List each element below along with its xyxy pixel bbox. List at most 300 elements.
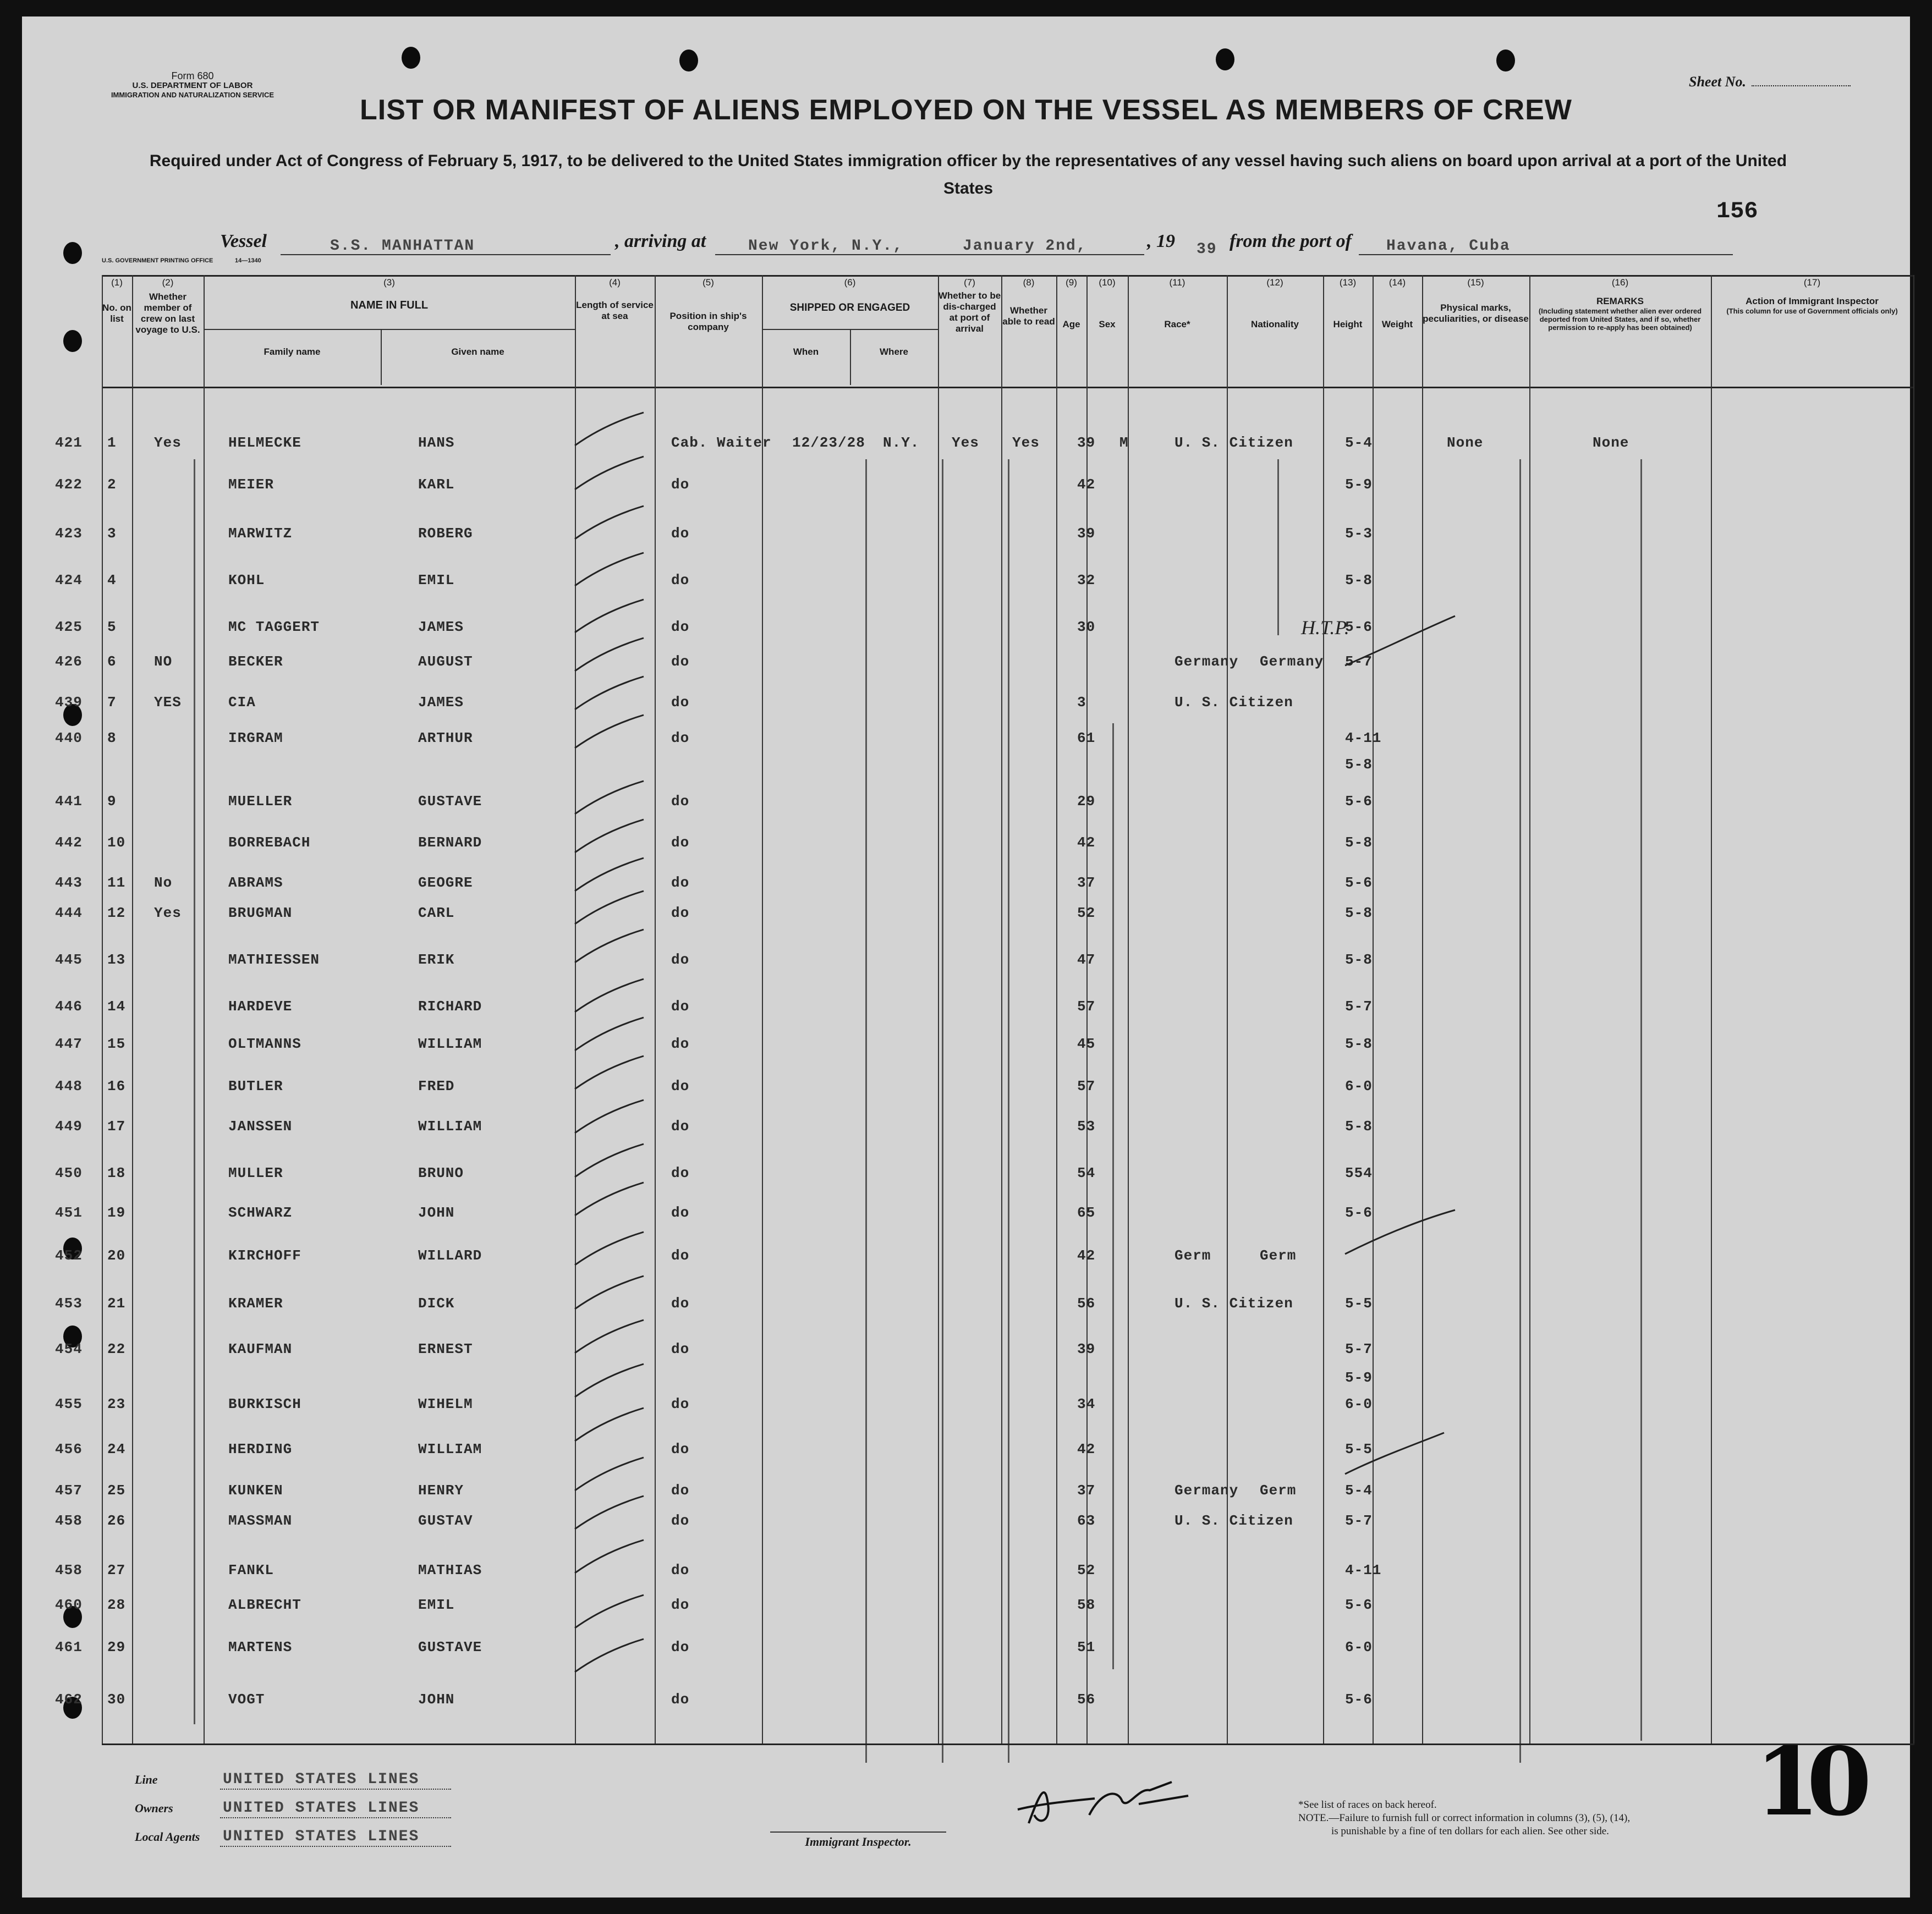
row-height: 5-6 [1345,1204,1373,1221]
punch-hole [679,50,698,72]
row-height: 5-8 [1345,834,1373,851]
row-family-name: KRAMER [228,1295,283,1312]
row-height: 5-7 [1345,1341,1373,1357]
year-suffix: 39 [1196,241,1217,258]
row-height: 6-0 [1345,1078,1373,1094]
row-given-name: ERIK [418,952,455,968]
handwritten-annotation-mark [1340,1199,1461,1260]
row-height: 5-9 [1345,1370,1373,1386]
row-given-name: BRUNO [418,1165,464,1181]
row-position: do [671,1247,690,1264]
row-able-to-read: Yes [1012,435,1040,451]
sheet-number-label: Sheet No. [1689,74,1746,90]
check-mark [572,1535,649,1579]
row-number: 3 [107,525,117,542]
row-number: 20 [107,1247,126,1264]
row-list-number: 460 [55,1597,83,1613]
row-number: 8 [107,730,117,746]
row-age: 57 [1077,998,1096,1015]
row-height: 5-9 [1345,476,1373,493]
check-mark [572,1177,649,1221]
row-position: do [671,1165,690,1181]
col-header-crew-last-voyage: Whether member of crew on last voyage to U.S. [135,292,200,335]
check-mark [572,407,649,451]
col-header-weight: Weight [1381,319,1413,329]
column-number: (9) [1066,277,1077,288]
row-position: do [671,1396,690,1412]
check-mark [572,1138,649,1182]
check-mark [572,776,649,820]
col-header-where: Where [880,346,908,357]
row-height: 5-4 [1345,435,1373,451]
row-list-number: 449 [55,1118,83,1135]
check-mark [572,1226,649,1270]
row-given-name: ERNEST [418,1341,473,1357]
row-race: U. S. Citizen [1174,694,1293,711]
row-number: 9 [107,793,117,810]
row-family-name: KOHL [228,572,265,588]
line-value: UNITED STATES LINES [223,1771,420,1788]
row-height: 5-8 [1345,952,1373,968]
check-mark [572,1634,649,1678]
row-list-number: 448 [55,1078,83,1094]
row-position: do [671,1118,690,1135]
col-header-nationality: Nationality [1251,319,1299,329]
row-number: 11 [107,875,126,891]
row-family-name: JANSSEN [228,1118,293,1135]
penalty-note-cont: is punishable by a fine of ten dollars for each alien. See other side. [1331,1825,1609,1837]
row-height: 5-3 [1345,525,1373,542]
row-position: do [671,1513,690,1529]
row-age: 52 [1077,905,1096,921]
service: IMMIGRATION AND NATURALIZATION SERVICE [111,91,275,99]
row-family-name: FANKL [228,1562,275,1579]
row-height: 5-7 [1345,998,1373,1015]
check-mark [572,1402,649,1447]
row-position: do [671,1482,690,1499]
row-height: 5-7 [1345,653,1373,670]
check-mark [572,594,649,638]
col-header-no-on-list: No. on list [102,302,131,324]
row-family-name: MULLER [228,1165,283,1181]
inspector-signature [1007,1771,1205,1837]
row-crew-last-voyage: Yes [154,905,182,921]
row-given-name: ROBERG [418,525,473,542]
row-list-number: 422 [55,476,83,493]
row-position: do [671,1078,690,1094]
line-label: Line [135,1773,158,1786]
row-family-name: MATHIESSEN [228,952,320,968]
row-number: 16 [107,1078,126,1094]
row-age: 39 [1077,435,1096,451]
row-given-name: WILLIAM [418,1118,482,1135]
row-given-name: AUGUST [418,653,473,670]
row-height: 5-6 [1345,1597,1373,1613]
row-position: do [671,793,690,810]
col-header-remarks [1529,296,1711,332]
column-number: (6) [844,277,856,288]
row-position: do [671,1597,690,1613]
check-mark [572,1491,649,1535]
row-family-name: BURKISCH [228,1396,301,1412]
col-header-length-of-service: Length of service at sea [576,300,654,321]
row-number: 13 [107,952,126,968]
handwritten-annotation-mark [1340,1425,1450,1485]
row-height: 5-6 [1345,1691,1373,1708]
row-list-number: 421 [55,435,83,451]
row-age: 51 [1077,1639,1096,1656]
row-height: 5-8 [1345,756,1373,773]
row-list-number: 441 [55,793,83,810]
row-position: do [671,1639,690,1656]
row-number: 21 [107,1295,126,1312]
row-height: 5-8 [1345,1118,1373,1135]
arriving-at-label: , arriving at [615,231,706,251]
row-number: 2 [107,476,117,493]
row-list-number: 451 [55,1204,83,1221]
row-race: Germ [1174,1247,1211,1264]
punch-hole [63,330,82,352]
immigrant-inspector-label: Immigrant Inspector. [770,1832,946,1849]
row-list-number: 458 [55,1562,83,1579]
row-number: 19 [107,1204,126,1221]
column-number: (13) [1339,277,1357,288]
col-header-sex: Sex [1099,319,1116,329]
row-given-name: EMIL [418,572,455,588]
column-number: (15) [1467,277,1484,288]
row-number: 15 [107,1036,126,1052]
row-family-name: BUTLER [228,1078,283,1094]
column-number: (1) [111,277,123,288]
check-mark [572,1590,649,1634]
row-age: 56 [1077,1295,1096,1312]
row-family-name: ALBRECHT [228,1597,301,1613]
row-height: 5-5 [1345,1441,1373,1458]
check-mark [572,974,649,1018]
row-given-name: FRED [418,1078,455,1094]
row-age: 29 [1077,793,1096,810]
row-age: 45 [1077,1036,1096,1052]
row-physical-marks: None [1447,435,1484,451]
check-mark [572,1094,649,1138]
row-given-name: WILLIAM [418,1036,482,1052]
row-list-number: 455 [55,1396,83,1412]
row-number: 29 [107,1639,126,1656]
row-shipped-when: 12/23/28 [792,435,865,451]
row-position: do [671,1036,690,1052]
row-family-name: HARDEVE [228,998,293,1015]
row-number: 28 [107,1597,126,1613]
row-family-name: KUNKEN [228,1482,283,1499]
row-height: 6-0 [1345,1396,1373,1412]
row-age: 34 [1077,1396,1096,1412]
row-position: do [671,998,690,1015]
row-shipped-where: N.Y. [883,435,920,451]
row-number: 22 [107,1341,126,1357]
col-header-height: Height [1333,319,1363,329]
punch-hole [1216,48,1234,70]
vessel-label: Vessel [220,231,267,251]
row-list-number: 439 [55,694,83,711]
row-position: do [671,875,690,891]
year-prefix: , 19 [1147,231,1175,251]
department: U.S. DEPARTMENT OF LABOR [132,81,253,90]
row-age: 57 [1077,1078,1096,1094]
page-title: LIST OR MANIFEST OF ALIENS EMPLOYED ON THE VESSEL AS MEMBERS OF CREW [360,94,1572,126]
race-list-note: *See list of races on back hereof. [1298,1799,1437,1811]
check-mark [572,886,649,930]
row-position: do [671,653,690,670]
row-position: do [671,476,690,493]
column-number: (14) [1388,277,1406,288]
row-crew-last-voyage: NO [154,653,173,670]
column-number: (17) [1803,277,1821,288]
row-family-name: MASSMAN [228,1513,293,1529]
row-given-name: GUSTAV [418,1513,473,1529]
row-given-name: DICK [418,1295,455,1312]
stamped-number: 156 [1716,198,1758,224]
row-age: 37 [1077,875,1096,891]
row-given-name: HENRY [418,1482,464,1499]
row-position: Cab. Waiter [671,435,772,451]
check-mark [572,501,649,544]
row-list-number: 447 [55,1036,83,1052]
row-family-name: HELMECKE [228,435,301,451]
row-given-name: GEOGRE [418,875,473,891]
row-given-name: BERNARD [418,834,482,851]
row-height: 5-8 [1345,905,1373,921]
column-number: (7) [964,277,975,288]
handwritten-initials: H.T.P. [1301,617,1349,639]
manifest-sheet [22,16,1910,1898]
row-number: 30 [107,1691,126,1708]
check-mark [572,451,649,495]
row-family-name: VOGT [228,1691,265,1708]
row-discharged: Yes [952,435,979,451]
row-list-number: 445 [55,952,83,968]
row-race: Germany [1174,653,1239,670]
column-number: (16) [1611,277,1629,288]
column-number: (4) [609,277,621,288]
row-list-number: 458 [55,1513,83,1529]
check-mark [572,1012,649,1056]
row-position: do [671,1441,690,1458]
agents-value: UNITED STATES LINES [223,1828,420,1845]
row-age: 3 [1077,694,1086,711]
row-age: 61 [1077,730,1096,746]
column-number: (10) [1099,277,1116,288]
owners-label: Owners [135,1801,173,1815]
row-sex: M [1119,435,1129,451]
row-age: 42 [1077,1441,1096,1458]
col-header-race: Race* [1164,319,1190,329]
row-height: 554 [1345,1165,1373,1181]
row-list-number: 423 [55,525,83,542]
row-height: 5-5 [1345,1295,1373,1312]
row-age: 54 [1077,1165,1096,1181]
row-family-name: MARTENS [228,1639,293,1656]
check-mark [572,1452,649,1496]
row-age: 58 [1077,1597,1096,1613]
row-given-name: GUSTAVE [418,1639,482,1656]
row-list-number: 456 [55,1441,83,1458]
remarks-heading: REMARKS [1596,296,1644,306]
row-crew-last-voyage: YES [154,694,182,711]
form-number: Form 680 [171,70,214,81]
row-number: 14 [107,998,126,1015]
handwritten-annotation-mark [1340,600,1461,676]
row-given-name: ARTHUR [418,730,473,746]
row-position: do [671,905,690,921]
punch-hole [1496,50,1515,72]
row-list-number: 444 [55,905,83,921]
printing-office-note: U.S. GOVERNMENT PRINTING OFFICE 14—1340 [102,257,261,264]
row-list-number: 457 [55,1482,83,1499]
punch-hole [63,242,82,264]
row-age: 42 [1077,1247,1096,1264]
row-height: 4-11 [1345,730,1382,746]
row-age: 52 [1077,1562,1096,1579]
row-number: 26 [107,1513,126,1529]
row-given-name: GUSTAVE [418,793,482,810]
sheet-number-field [1689,74,1851,90]
agents-label: Local Agents [135,1830,200,1844]
punch-hole [402,47,420,69]
row-number: 23 [107,1396,126,1412]
row-given-name: KARL [418,476,455,493]
check-mark [572,1314,649,1358]
col-header-family-name: Family name [264,346,321,357]
footer-note [1298,1799,1630,1838]
row-number: 6 [107,653,117,670]
column-number: (2) [162,277,174,288]
row-position: do [671,572,690,588]
col-header-age: Age [1062,319,1080,329]
row-given-name: JOHN [418,1691,455,1708]
row-age: 63 [1077,1513,1096,1529]
owners-value: UNITED STATES LINES [223,1800,420,1817]
row-race: Germany [1174,1482,1239,1499]
row-age: 39 [1077,525,1096,542]
page-subtitle: Required under Act of Congress of February 5, 1917, to be delivered to the United States immigration officer by the representatives of any vessel having such aliens on board upon arrival at a port of the United States [149,152,1787,197]
column-number: (8) [1023,277,1035,288]
row-age: 32 [1077,572,1096,588]
column-number: (5) [702,277,714,288]
row-number: 17 [107,1118,126,1135]
row-family-name: BORREBACH [228,834,311,851]
row-race: U. S. Citizen [1174,1295,1293,1312]
check-mark [572,632,649,676]
row-number: 4 [107,572,117,588]
row-list-number: 462 [55,1691,83,1708]
row-number: 12 [107,905,126,921]
row-height: 5-6 [1345,619,1373,635]
check-mark [572,671,649,715]
check-mark [572,924,649,968]
column-number: (11) [1169,277,1185,288]
row-list-number: 440 [55,730,83,746]
row-height: 5-6 [1345,875,1373,891]
row-position: do [671,694,690,711]
row-age: 56 [1077,1691,1096,1708]
row-family-name: MUELLER [228,793,293,810]
row-position: do [671,1691,690,1708]
row-number: 25 [107,1482,126,1499]
row-family-name: IRGRAM [228,730,283,746]
row-family-name: CIA [228,694,256,711]
check-mark [572,547,649,591]
row-family-name: KIRCHOFF [228,1247,301,1264]
row-list-number: 446 [55,998,83,1015]
row-race: U. S. Citizen [1174,1513,1293,1529]
check-mark [572,1358,649,1402]
page-stamp-number: 10 [1755,1727,1859,1837]
row-age: 42 [1077,834,1096,851]
row-height: 5-7 [1345,1513,1373,1529]
row-list-number: 452 [55,1247,83,1264]
row-age: 37 [1077,1482,1096,1499]
row-given-name: JAMES [418,619,464,635]
col-header-when: When [793,346,819,357]
col-header-discharged: Whether to be dis-charged at port of arrival [938,290,1001,334]
check-mark [572,1270,649,1314]
row-position: do [671,1562,690,1579]
row-list-number: 425 [55,619,83,635]
row-crew-last-voyage: No [154,875,173,891]
action-heading: Action of Immigrant Inspector [1746,296,1879,306]
row-age: 65 [1077,1204,1096,1221]
col-header-able-to-read: Whether able to read [1002,305,1055,327]
row-given-name: WILLARD [418,1247,482,1264]
row-number: 24 [107,1441,126,1458]
row-family-name: BRUGMAN [228,905,293,921]
row-position: do [671,525,690,542]
departure-port: Havana, Cuba [1386,238,1511,255]
col-header-action-inspector [1711,296,1913,315]
row-position: do [671,1295,690,1312]
row-height: 5-6 [1345,793,1373,810]
from-port-label: from the port of [1230,231,1352,251]
row-position: do [671,1341,690,1357]
row-list-number: 454 [55,1341,83,1357]
check-mark [572,1050,649,1094]
row-height: 5-8 [1345,1036,1373,1052]
row-number: 18 [107,1165,126,1181]
row-list-number: 461 [55,1639,83,1656]
column-number: (3) [383,277,395,288]
col-header-shipped-engaged: SHIPPED OR ENGAGED [789,302,910,314]
row-nationality: Germany [1260,653,1324,670]
row-list-number: 443 [55,875,83,891]
vessel-name: S.S. MANHATTAN [330,238,475,255]
row-race: U. S. Citizen [1174,435,1293,451]
row-position: do [671,1204,690,1221]
row-height: 5-8 [1345,572,1373,588]
col-header-name-in-full: NAME IN FULL [350,299,429,311]
row-height: 4-11 [1345,1562,1382,1579]
row-age: 42 [1077,476,1096,493]
col-header-physical-marks: Physical marks, peculiarities, or disease [1423,302,1529,324]
row-position: do [671,952,690,968]
check-mark [572,814,649,858]
row-number: 5 [107,619,117,635]
row-number: 1 [107,435,117,451]
row-height: 6-0 [1345,1639,1373,1656]
row-age: 39 [1077,1341,1096,1357]
row-remarks: None [1593,435,1629,451]
row-list-number: 453 [55,1295,83,1312]
row-family-name: SCHWARZ [228,1204,293,1221]
